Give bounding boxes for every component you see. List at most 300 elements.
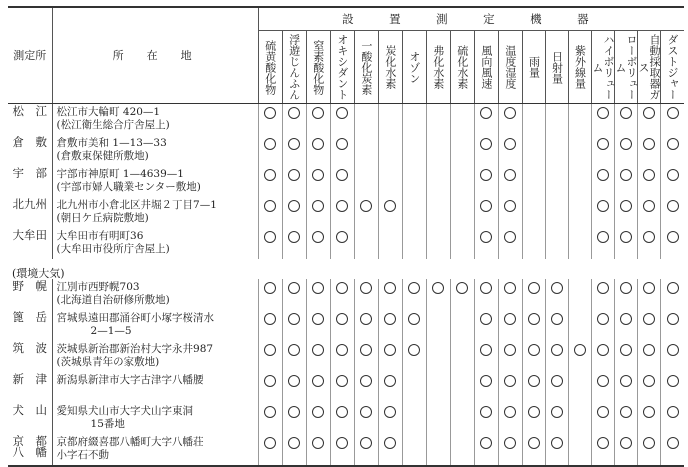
- installed-circle-icon: [643, 231, 655, 243]
- equipment-cell: [450, 403, 474, 434]
- equipment-cell: [258, 279, 282, 310]
- equipment-cell: [568, 104, 591, 136]
- station-name: 野 幌: [12, 279, 48, 293]
- equipment-cell: [330, 166, 354, 197]
- installed-circle-icon: [480, 138, 492, 150]
- equipment-cell: [354, 228, 378, 259]
- equipment-cell: [378, 403, 402, 434]
- column-header-label: 硫化水素: [455, 45, 469, 89]
- installed-circle-icon: [288, 169, 300, 181]
- equipment-cell: [591, 166, 614, 197]
- equipment-cell: [591, 310, 614, 341]
- equipment-cell: [591, 279, 614, 310]
- station-name: 松 江: [12, 104, 48, 118]
- equipment-cell: [258, 310, 282, 341]
- installed-circle-icon: [504, 169, 516, 181]
- station-name: 倉 敷: [12, 135, 48, 149]
- location-line: (倉敷東保健所敷地): [56, 150, 149, 162]
- equipment-cell: [378, 104, 402, 136]
- installed-circle-icon: [360, 282, 372, 294]
- equipment-cell: [522, 372, 545, 403]
- installed-circle-icon: [597, 200, 609, 212]
- location-cell: [52, 197, 258, 228]
- equipment-cell: [330, 310, 354, 341]
- equipment-cell: [402, 372, 426, 403]
- installed-circle-icon: [312, 344, 324, 356]
- equipment-cell: [450, 166, 474, 197]
- equipment-cell: [258, 403, 282, 434]
- installed-circle-icon: [360, 200, 372, 212]
- installed-circle-icon: [620, 169, 632, 181]
- installed-circle-icon: [288, 375, 300, 387]
- equipment-cell: [522, 279, 545, 310]
- equipment-cell: [591, 197, 614, 228]
- equipment-cell: [615, 104, 638, 136]
- station-name: 筑 波: [12, 341, 48, 355]
- equipment-cell: [450, 372, 474, 403]
- installed-circle-icon: [408, 282, 420, 294]
- equipment-cell: [378, 279, 402, 310]
- equipment-cell: [306, 341, 330, 372]
- installed-circle-icon: [667, 313, 679, 325]
- installed-circle-icon: [336, 200, 348, 212]
- equipment-cell: [638, 104, 661, 136]
- equipment-cell: [426, 279, 450, 310]
- installed-circle-icon: [504, 107, 516, 119]
- equipment-cell: [545, 341, 568, 372]
- column-header: [306, 31, 330, 104]
- column-header-label: 炭化水素: [383, 45, 397, 89]
- installed-circle-icon: [360, 344, 372, 356]
- location-line: (大牟田市役所庁舎屋上): [56, 243, 170, 255]
- equipment-cell: [378, 197, 402, 228]
- equipment-cell: [545, 228, 568, 259]
- equipment-cell: [522, 341, 545, 372]
- equipment-cell: [591, 135, 614, 166]
- installed-circle-icon: [264, 282, 276, 294]
- installed-circle-icon: [432, 282, 444, 294]
- equipment-cell: [522, 403, 545, 434]
- equipment-cell: [330, 228, 354, 259]
- installed-circle-icon: [264, 107, 276, 119]
- equipment-cell: [498, 310, 522, 341]
- equipment-cell: [545, 403, 568, 434]
- equipment-cell: [402, 341, 426, 372]
- equipment-cell: [474, 197, 498, 228]
- equipment-cell: [402, 279, 426, 310]
- installed-circle-icon: [264, 344, 276, 356]
- equipment-cell: [615, 197, 638, 228]
- equipment-cell: [306, 166, 330, 197]
- equipment-cell: [661, 279, 684, 310]
- location-line: 新潟県新津市大字古津字八幡腰: [56, 374, 204, 386]
- installed-circle-icon: [312, 169, 324, 181]
- location-line: 江別市西野幌703: [56, 281, 140, 293]
- installed-circle-icon: [480, 344, 492, 356]
- equipment-cell: [474, 310, 498, 341]
- location-line: 茨城県新治郡新治村大字永井987: [56, 343, 214, 355]
- installed-circle-icon: [528, 406, 540, 418]
- equipment-cell: [354, 403, 378, 434]
- equipment-cell: [498, 372, 522, 403]
- installed-circle-icon: [504, 375, 516, 387]
- equipment-cell: [661, 310, 684, 341]
- equipment-cell: [378, 135, 402, 166]
- location-line: 宇部市神原町 1—4639—1: [56, 168, 184, 180]
- location-line: (北海道自治研修所敷地): [56, 294, 170, 306]
- column-header-label: ダストジャー: [666, 34, 680, 100]
- installed-circle-icon: [480, 406, 492, 418]
- equipment-cell: [638, 228, 661, 259]
- equipment-cell: [354, 197, 378, 228]
- equipment-cell: [545, 104, 568, 136]
- equipment-cell: [426, 166, 450, 197]
- installed-circle-icon: [456, 282, 468, 294]
- installed-circle-icon: [620, 138, 632, 150]
- installed-circle-icon: [264, 313, 276, 325]
- equipment-cell: [591, 403, 614, 434]
- station-name: 北九州: [12, 197, 48, 211]
- table-row: [8, 135, 684, 166]
- equipment-cell: [661, 372, 684, 403]
- installed-circle-icon: [643, 344, 655, 356]
- equipment-cell: [474, 104, 498, 136]
- location-line: 宮城県遠田郡涌谷町小塚字桜清水: [56, 312, 215, 324]
- equipment-cell: [568, 341, 591, 372]
- installed-circle-icon: [504, 231, 516, 243]
- installed-circle-icon: [528, 282, 540, 294]
- equipment-cell: [354, 166, 378, 197]
- installed-circle-icon: [288, 231, 300, 243]
- equipment-cell: [615, 166, 638, 197]
- equipment-cell: [545, 310, 568, 341]
- equipment-cell: [402, 310, 426, 341]
- equipment-cell: [426, 403, 450, 434]
- column-header: [498, 31, 522, 104]
- equipment-cell: [545, 279, 568, 310]
- equipment-cell: [498, 166, 522, 197]
- installed-circle-icon: [312, 313, 324, 325]
- equipment-cell: [638, 279, 661, 310]
- table-row: [8, 279, 684, 310]
- installed-circle-icon: [288, 282, 300, 294]
- table-row: [8, 372, 684, 403]
- table-row: [8, 228, 684, 259]
- installed-circle-icon: [312, 231, 324, 243]
- installed-circle-icon: [620, 406, 632, 418]
- installed-circle-icon: [312, 107, 324, 119]
- location-line: (宇部市婦人職業センター敷地): [56, 181, 201, 193]
- equipment-cell: [474, 372, 498, 403]
- installed-circle-icon: [620, 375, 632, 387]
- column-header: [378, 31, 402, 104]
- installed-circle-icon: [480, 375, 492, 387]
- installed-circle-icon: [360, 375, 372, 387]
- equipment-cell: [354, 104, 378, 136]
- equipment-cell: [498, 341, 522, 372]
- equipment-cell: [545, 166, 568, 197]
- equipment-cell: [591, 104, 614, 136]
- installed-circle-icon: [597, 169, 609, 181]
- installed-circle-icon: [667, 200, 679, 212]
- equipment-cell: [545, 135, 568, 166]
- equipment-cell: [402, 228, 426, 259]
- equipment-cell: [354, 310, 378, 341]
- column-header: [638, 31, 661, 104]
- table-row: [8, 197, 684, 228]
- equipment-cell: [258, 341, 282, 372]
- equipment-cell: [330, 341, 354, 372]
- equipment-cell: [522, 197, 545, 228]
- column-header: [522, 31, 545, 104]
- installed-circle-icon: [597, 375, 609, 387]
- equipment-cell: [450, 228, 474, 259]
- column-header: [568, 31, 591, 104]
- installed-circle-icon: [597, 107, 609, 119]
- equipment-cell: [258, 104, 282, 136]
- installed-circle-icon: [336, 313, 348, 325]
- equipment-cell: [378, 310, 402, 341]
- equipment-cell: [306, 372, 330, 403]
- installed-circle-icon: [264, 406, 276, 418]
- equipment-cell: [330, 372, 354, 403]
- installed-circle-icon: [336, 231, 348, 243]
- location-header: 所 在 地: [52, 7, 258, 104]
- equipment-cell: [402, 104, 426, 136]
- installed-circle-icon: [408, 344, 420, 356]
- column-header: [426, 31, 450, 104]
- installed-circle-icon: [312, 282, 324, 294]
- station-header: 測定所: [8, 7, 52, 104]
- equipment-cell: [638, 403, 661, 434]
- table-row: [8, 341, 684, 372]
- location-line: (茨城県青年の家敷地): [56, 356, 160, 368]
- column-header: [258, 31, 282, 104]
- installed-circle-icon: [667, 406, 679, 418]
- installed-circle-icon: [528, 313, 540, 325]
- installed-circle-icon: [504, 344, 516, 356]
- installed-circle-icon: [551, 282, 563, 294]
- column-header: [615, 31, 638, 104]
- equipment-cell: [426, 341, 450, 372]
- equipment-cell: [330, 279, 354, 310]
- installed-circle-icon: [504, 313, 516, 325]
- installed-circle-icon: [384, 313, 396, 325]
- equipment-cell: [450, 135, 474, 166]
- equipment-cell: [258, 228, 282, 259]
- installed-circle-icon: [384, 344, 396, 356]
- column-header-label: 一酸化炭素: [359, 39, 373, 95]
- installed-circle-icon: [620, 231, 632, 243]
- installed-circle-icon: [480, 313, 492, 325]
- location-line: (松江衛生総合庁舎屋上): [56, 119, 170, 131]
- installed-circle-icon: [528, 375, 540, 387]
- installed-circle-icon: [336, 282, 348, 294]
- equipment-cell: [282, 166, 306, 197]
- installed-circle-icon: [620, 282, 632, 294]
- installed-circle-icon: [597, 231, 609, 243]
- column-header: [402, 31, 426, 104]
- equipment-cell: [568, 166, 591, 197]
- equipment-cell: [638, 166, 661, 197]
- equipment-cell: [354, 372, 378, 403]
- equipment-cell: [450, 197, 474, 228]
- equipment-cell: [450, 341, 474, 372]
- location-line: 小字石不動: [56, 449, 110, 461]
- column-header-label: 温度湿度: [503, 45, 517, 89]
- equipment-cell: [426, 104, 450, 136]
- installed-circle-icon: [643, 313, 655, 325]
- installed-circle-icon: [288, 107, 300, 119]
- equipment-cell: [402, 197, 426, 228]
- installed-circle-icon: [288, 313, 300, 325]
- installed-circle-icon: [643, 169, 655, 181]
- equipment-cell: [545, 372, 568, 403]
- equipment-cell: [330, 135, 354, 166]
- equipment-cell: [522, 310, 545, 341]
- equipment-cell: [474, 228, 498, 259]
- column-header-label: 浮遊じんふん: [287, 34, 301, 100]
- equipment-cell: [661, 104, 684, 136]
- installed-circle-icon: [264, 169, 276, 181]
- installed-circle-icon: [620, 200, 632, 212]
- equipment-cell: [568, 403, 591, 434]
- installed-circle-icon: [336, 169, 348, 181]
- equipment-cell: [615, 310, 638, 341]
- location-cell: [52, 279, 258, 310]
- installed-circle-icon: [620, 344, 632, 356]
- equipment-cell: [426, 310, 450, 341]
- installed-circle-icon: [597, 406, 609, 418]
- equipment-cell: [498, 104, 522, 136]
- location-cell: [52, 403, 258, 434]
- equipment-cell: [282, 104, 306, 136]
- installed-circle-icon: [504, 406, 516, 418]
- column-header-label: 風向風速: [479, 45, 493, 89]
- location-cell: [52, 166, 258, 197]
- installed-circle-icon: [667, 169, 679, 181]
- equipment-cell: [306, 104, 330, 136]
- installed-circle-icon: [264, 231, 276, 243]
- station-name: 新 津: [12, 372, 48, 386]
- station-name: 京 都 八 幡: [8, 434, 52, 466]
- installed-circle-icon: [336, 138, 348, 150]
- installed-circle-icon: [504, 200, 516, 212]
- column-header-label: 窒素酸化物: [311, 39, 325, 95]
- equipment-cell: [522, 166, 545, 197]
- installed-circle-icon: [667, 107, 679, 119]
- installed-circle-icon: [360, 313, 372, 325]
- equipment-cell: [378, 228, 402, 259]
- column-header-label: 弗化水素: [431, 45, 445, 89]
- equipment-cell: [661, 197, 684, 228]
- column-header: [545, 31, 568, 104]
- equipment-cell: [638, 341, 661, 372]
- column-header-label: オキシダント: [335, 34, 349, 100]
- installed-circle-icon: [667, 282, 679, 294]
- equipment-cell: [306, 135, 330, 166]
- equipment-cell: [522, 135, 545, 166]
- equipment-table: [8, 6, 684, 467]
- installed-circle-icon: [643, 375, 655, 387]
- installed-circle-icon: [504, 282, 516, 294]
- equipment-cell: [450, 310, 474, 341]
- equipment-cell: [330, 403, 354, 434]
- equipment-cell: [426, 197, 450, 228]
- installed-circle-icon: [408, 313, 420, 325]
- installed-circle-icon: [312, 200, 324, 212]
- equipment-cell: [661, 166, 684, 197]
- equipment-cell: [282, 403, 306, 434]
- equipment-cell: [258, 372, 282, 403]
- installed-circle-icon: [336, 344, 348, 356]
- installed-circle-icon: [667, 344, 679, 356]
- installed-circle-icon: [312, 375, 324, 387]
- equipment-cell: [282, 228, 306, 259]
- installed-circle-icon: [574, 344, 586, 356]
- installed-circle-icon: [551, 344, 563, 356]
- equipment-cell: [330, 197, 354, 228]
- equipment-cell: [378, 166, 402, 197]
- equipment-cell: [615, 279, 638, 310]
- location-line: 愛知県犬山市大字犬山字東洞: [56, 405, 194, 417]
- location-line: 大牟田市有明町36: [56, 230, 144, 242]
- equipment-cell: [522, 228, 545, 259]
- equipment-cell: [545, 197, 568, 228]
- installed-circle-icon: [312, 138, 324, 150]
- location-line: 京都府綴喜郡八幡町大字八幡荘: [56, 436, 204, 448]
- installed-circle-icon: [360, 406, 372, 418]
- equipment-cell: [426, 228, 450, 259]
- installed-circle-icon: [667, 231, 679, 243]
- installed-circle-icon: [264, 200, 276, 212]
- equipment-cell: [354, 279, 378, 310]
- equipment-cell: [474, 341, 498, 372]
- equipment-cell: [474, 279, 498, 310]
- equipment-cell: [522, 104, 545, 136]
- equipment-cell: [282, 135, 306, 166]
- equipment-cell: [615, 228, 638, 259]
- installed-circle-icon: [384, 200, 396, 212]
- section-row: [8, 259, 684, 279]
- column-header-label: ローボリューム: [614, 34, 638, 100]
- installed-circle-icon: [528, 344, 540, 356]
- table-row: [8, 310, 684, 341]
- station-name: 宇 部: [12, 166, 48, 180]
- equipment-cell: [426, 135, 450, 166]
- equipment-cell: [402, 166, 426, 197]
- equipment-cell: [450, 279, 474, 310]
- installed-circle-icon: [643, 107, 655, 119]
- equipment-cell: [306, 310, 330, 341]
- installed-circle-icon: [288, 344, 300, 356]
- equipment-cell: [591, 372, 614, 403]
- column-header-label: 紫外線量: [573, 45, 587, 89]
- equipment-cell: [661, 403, 684, 434]
- location-cell: [52, 341, 258, 372]
- installed-circle-icon: [643, 282, 655, 294]
- equipment-cell: [638, 197, 661, 228]
- installed-circle-icon: [480, 169, 492, 181]
- location-line: 15番地: [90, 418, 125, 430]
- column-header-label: 日射量: [550, 50, 564, 84]
- table-row: [8, 403, 684, 434]
- installed-circle-icon: [597, 313, 609, 325]
- equipment-header: 設 置 測 定 機 器: [258, 7, 684, 31]
- equipment-cell: [615, 135, 638, 166]
- equipment-cell: [306, 279, 330, 310]
- equipment-cell: [638, 310, 661, 341]
